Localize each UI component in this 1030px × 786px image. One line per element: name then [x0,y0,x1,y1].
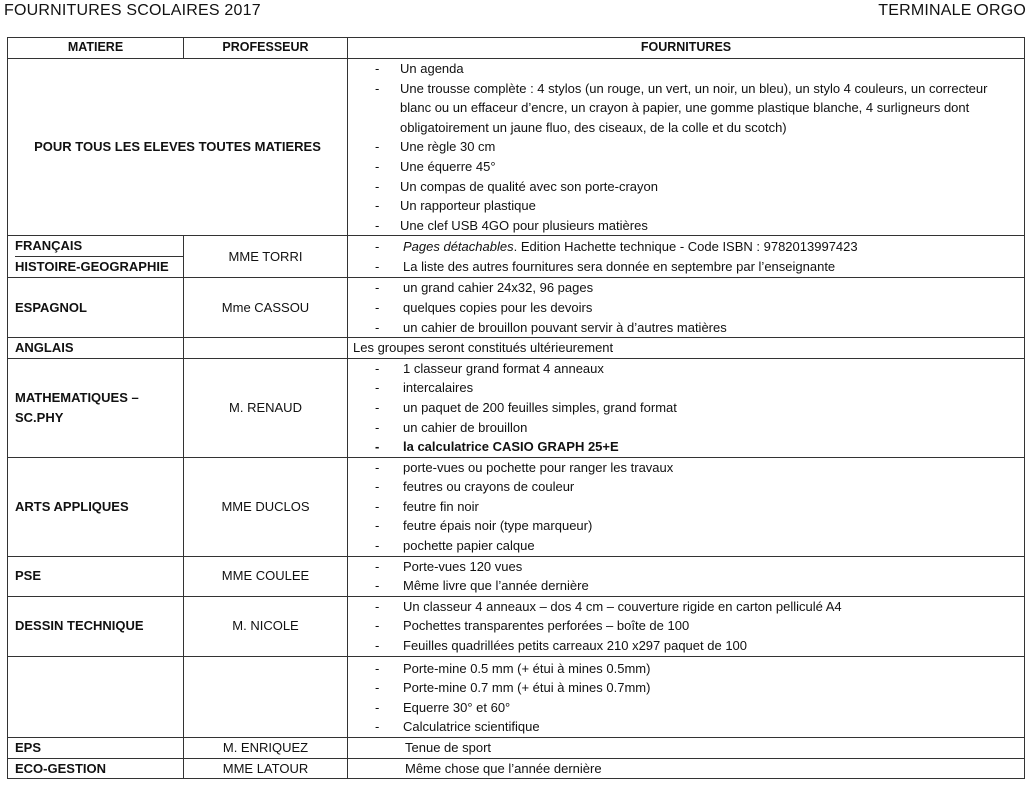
table-row-francais [8,236,1025,278]
list-item: - Même livre que l’année dernière [348,576,1020,596]
teacher-espagnol: Mme CASSOU [184,278,348,338]
teacher-empty [184,656,348,737]
book-details: . Edition Hachette technique - Code ISBN : 9782013997423 [513,239,858,255]
list-item: - Porte-mine 0.7 mm (+ étui à mines 0.7mm) [348,678,1020,698]
teacher-eps: M. ENRIQUEZ [184,738,348,759]
subject-pse: PSE [8,556,184,596]
all-students-label: POUR TOUS LES ELEVES TOUTES MATIERES [8,59,348,236]
supplies-eps [348,738,1025,759]
supplies-eco [348,758,1025,779]
supplies-maths [348,358,1025,457]
supplies-arts [348,457,1025,556]
list-item: - La liste des autres fournitures sera donnée en septembre par l’enseignante [348,257,1020,277]
list-item: - la calculatrice CASIO GRAPH 25+E [348,437,1020,457]
supply-list [348,597,1020,656]
list-item: - Feuilles quadrillées petits carreaux 210 x297 paquet de 100 [348,636,1020,656]
eco-note: Même chose que l’année dernière [405,760,602,776]
column-header-teacher: PROFESSEUR [184,38,348,59]
teacher-francais: MME TORRI [184,236,348,278]
supply-list [348,458,1020,556]
supply-list [348,59,1020,235]
anglais-note: Les groupes seront constitués ultérieurement [353,340,614,356]
table-row-espagnol [8,278,1025,338]
list-item: - pochette papier calque [348,536,1020,556]
class-title: TERMINALE ORGO [878,2,1026,19]
table-row-dessin-continued [8,656,1025,737]
list-item: - Porte-vues 120 vues [348,557,1020,577]
list-item: - un grand cahier 24x32, 96 pages [348,278,1020,298]
list-item: - Porte-mine 0.5 mm (+ étui à mines 0.5mm) [348,659,1020,679]
teacher-anglais [184,338,348,359]
teacher-eco: MME LATOUR [184,758,348,779]
list-item: - 1 classeur grand format 4 anneaux [348,359,1020,379]
column-header-supplies: FOURNITURES [348,38,1025,59]
supplies-espagnol [348,278,1025,338]
column-header-subject: MATIERE [8,38,184,59]
subject-eco: ECO-GESTION [8,758,184,779]
subject-empty [8,656,184,737]
list-item: - un cahier de brouillon pouvant servir à d’autres matières [348,318,1020,338]
subject-eps: EPS [8,738,184,759]
list-item: - Une règle 30 cm [348,137,1020,157]
list-item: - Une trousse complète : 4 stylos (un rouge, un vert, un noir, un bleu), un stylo 4 couleurs, un correcteur blanc ou un effaceur d’encre, un crayon à papier, une gomme plastique blanche, 4 surligneurs dont obligatoirement un jaune fluo, des ciseaux, de la colle et du scotch) [348,79,1020,138]
list-item: - un cahier de brouillon [348,418,1020,438]
list-item: - intercalaires [348,378,1020,398]
supplies-pse [348,556,1025,596]
list-item: - Une équerre 45° [348,157,1020,177]
list-item: - un paquet de 200 feuilles simples, grand format [348,398,1020,418]
table-row-all-students [8,59,1025,236]
supply-list [348,278,1020,337]
list-item: - Un rapporteur plastique [348,196,1020,216]
book-title: Pages détachables [403,239,514,255]
list-item: - Un classeur 4 anneaux – dos 4 cm – couverture rigide en carton pelliculé A4 [348,597,1020,617]
list-item: - quelques copies pour les devoirs [348,298,1020,318]
subject-arts: ARTS APPLIQUES [8,457,184,556]
list-item: - Un agenda [348,59,1020,79]
list-item: - Pochettes transparentes perforées – boîte de 100 [348,616,1020,636]
list-item [348,237,1020,257]
list-item: - Un compas de qualité avec son porte-crayon [348,177,1020,197]
table-header-row [8,38,1025,59]
supply-list [348,359,1020,457]
subject-espagnol: ESPAGNOL [8,278,184,338]
supplies-francais [348,236,1025,278]
supply-list [348,237,1020,276]
eps-note: Tenue de sport [405,740,492,755]
table-row-eco [8,758,1025,779]
supplies-dessin [348,596,1025,656]
supplies-anglais [348,338,1025,359]
list-item: - feutre fin noir [348,497,1020,517]
table-row-anglais [8,338,1025,359]
table-row-eps [8,738,1025,759]
table-row-pse [8,556,1025,596]
subject-francais: FRANÇAIS [15,236,183,257]
supplies-dessin-continued [348,656,1025,737]
list-item: - feutre épais noir (type marqueur) [348,516,1020,536]
subject-cell-francais [8,236,184,278]
subject-maths: MATHEMATIQUES – SC.PHY [8,358,184,457]
table-row-dessin [8,596,1025,656]
supply-list [348,557,1020,596]
teacher-maths: M. RENAUD [184,358,348,457]
supply-list [348,659,1020,737]
subject-histoire-geographie: HISTOIRE-GEOGRAPHIE [15,259,169,275]
table-row-arts [8,457,1025,556]
list-item: - Calculatrice scientifique [348,717,1020,737]
list-item: - feutres ou crayons de couleur [348,477,1020,497]
subject-anglais: ANGLAIS [8,338,184,359]
teacher-arts: MME DUCLOS [184,457,348,556]
list-item: - Une clef USB 4GO pour plusieurs matières [348,216,1020,236]
list-item: - porte-vues ou pochette pour ranger les travaux [348,458,1020,478]
page-header [4,0,1026,30]
all-students-supplies [348,59,1025,236]
table-row-maths [8,358,1025,457]
list-item: - Equerre 30° et 60° [348,698,1020,718]
teacher-dessin: M. NICOLE [184,596,348,656]
teacher-pse: MME COULEE [184,556,348,596]
subject-dessin: DESSIN TECHNIQUE [8,596,184,656]
document-title: FOURNITURES SCOLAIRES 2017 [4,2,261,19]
supplies-table [7,37,1025,779]
